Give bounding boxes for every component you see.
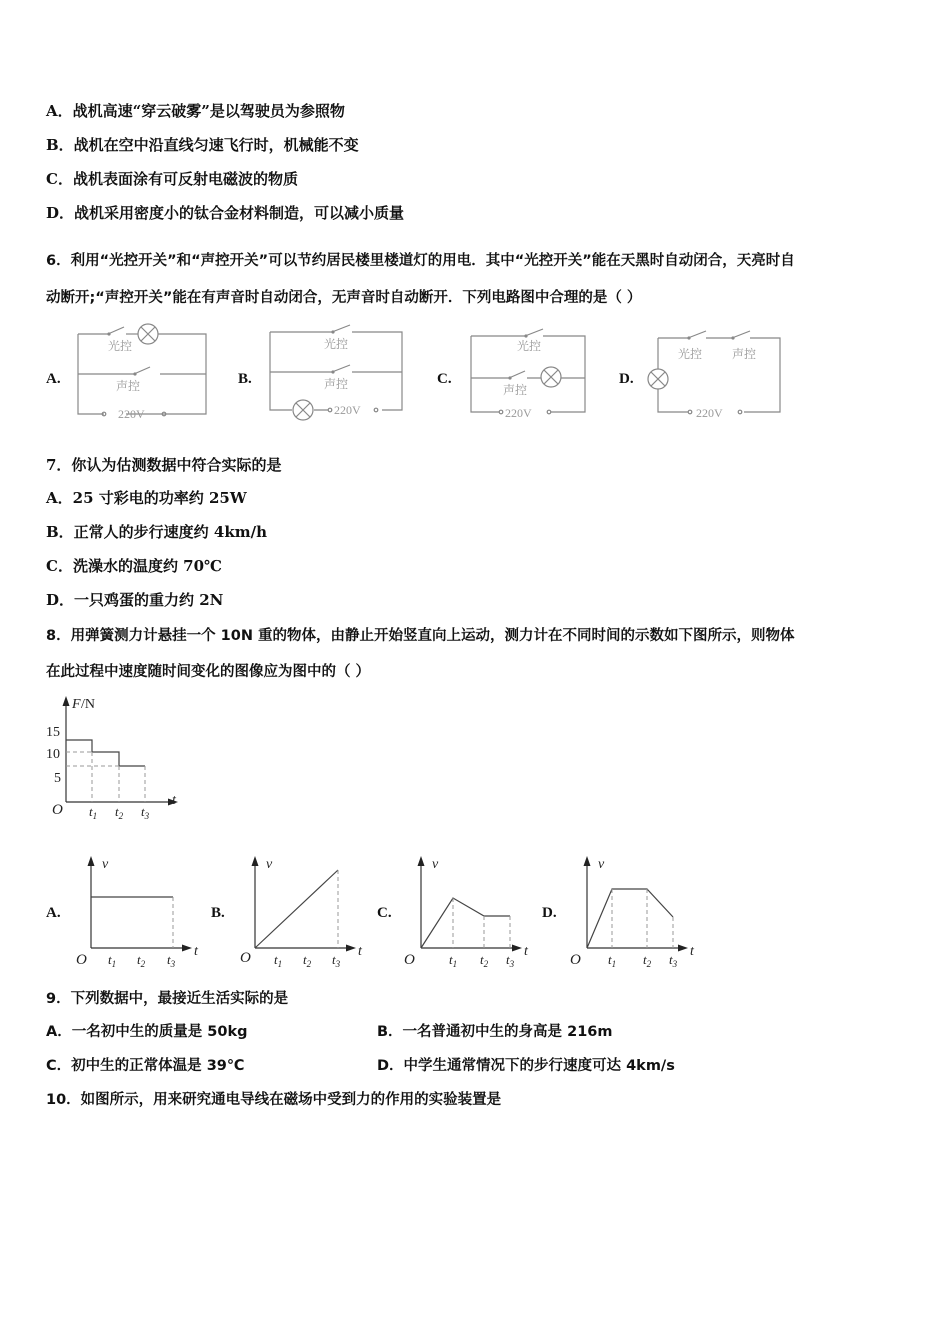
svg-text:t1: $t_1$ — [108, 952, 117, 969]
svg-text:220V: 220V — [505, 406, 532, 420]
switch-light-label: 光控 — [108, 339, 133, 353]
svg-text:t1: $t_1$ — [274, 952, 283, 969]
circuit-diagram-d — [648, 332, 784, 418]
svg-text:t: t — [690, 944, 694, 959]
svg-text:O: O — [240, 950, 251, 966]
svg-text:10: 10 — [46, 747, 60, 762]
q6-stem-line1: 6．利用“光控开关”和“声控开关”可以节约居民楼里楼道灯的用电．其中“光控开关”能在天黑时自动闭合，天亮时自 — [46, 253, 795, 269]
svg-text:v: v — [598, 857, 605, 872]
q8-option-c-label: C. — [377, 905, 392, 921]
svg-text:F: F — [72, 697, 81, 712]
svg-text:t: t — [524, 944, 528, 959]
q6-option-c-label: C. — [437, 371, 452, 387]
q7-option-c: C．洗澡水的温度约 70℃ — [46, 557, 223, 575]
svg-text:15: 15 — [46, 725, 60, 740]
svg-text:220V: 220V — [696, 406, 723, 420]
svg-text:O: O — [76, 952, 87, 968]
svg-text:O: O — [570, 952, 581, 968]
svg-text:t1: $t_1$ — [449, 952, 458, 969]
force-time-graph — [44, 692, 194, 822]
svg-text:t: t — [172, 793, 176, 808]
svg-text:t2: $t_2$ — [480, 952, 489, 969]
svg-text:t: t — [358, 944, 362, 959]
svg-text:220V: 220V — [334, 403, 361, 417]
circuit-diagram-b — [268, 322, 408, 418]
velocity-graph-a — [74, 852, 204, 974]
svg-text:t2: $t_2$ — [137, 952, 146, 969]
svg-text:t: t — [194, 944, 198, 959]
svg-text:声控: 声控 — [324, 377, 349, 391]
q7-option-b: B．正常人的步行速度约 4km/h — [46, 523, 267, 541]
q10-stem: 10．如图所示，用来研究通电导线在磁场中受到力的作用的实验装置是 — [46, 1092, 502, 1108]
svg-text:t3: $t_3$ — [669, 952, 678, 969]
svg-text:v: v — [102, 857, 109, 872]
velocity-graph-d — [570, 852, 700, 974]
q6-option-d-label: D. — [619, 371, 634, 387]
q8-stem-line1: 8．用弹簧测力计悬挂一个 10N 重的物体，由静止开始竖直向上运动，测力计在不同时间的示数如下图所示，则物体 — [46, 628, 795, 644]
svg-text:t2: $t_2$ — [643, 952, 652, 969]
q8-option-a-label: A. — [46, 905, 61, 921]
q9-option-a: A．一名初中生的质量是 50kg — [46, 1024, 248, 1040]
svg-text:声控: 声控 — [503, 383, 528, 397]
svg-text:t1: $t_1$ — [608, 952, 617, 969]
q8-option-d-label: D. — [542, 905, 557, 921]
q6-stem-line2: 动断开;“声控开关”能在有声音时自动闭合，无声音时自动断开．下列电路图中合理的是（ ） — [46, 290, 642, 306]
svg-text:t1: $t_1$ — [89, 804, 98, 821]
switch-sound-label: 声控 — [116, 379, 141, 393]
circuit-diagram-c — [469, 332, 589, 418]
svg-text:t3: $t_3$ — [167, 952, 176, 969]
voltage-label: 220V — [118, 407, 145, 421]
velocity-graph-c — [404, 852, 534, 974]
q6-option-a-label: A. — [46, 371, 61, 387]
svg-text:O: O — [52, 802, 63, 818]
q7-option-d: D．一只鸡蛋的重力约 2N — [46, 591, 224, 609]
svg-text:O: O — [404, 952, 415, 968]
velocity-graph-b — [238, 852, 368, 974]
svg-text:t3: $t_3$ — [141, 804, 150, 821]
svg-text:光控: 光控 — [517, 339, 542, 353]
svg-text:声控: 声控 — [732, 347, 757, 361]
svg-text:5: 5 — [54, 771, 61, 786]
svg-text:/N: /N — [81, 697, 95, 712]
q7-stem: 7．你认为估测数据中符合实际的是 — [46, 456, 282, 474]
q7-option-a: A．25 寸彩电的功率约 25W — [46, 489, 247, 507]
svg-text:v: v — [266, 857, 273, 872]
svg-text:t2: $t_2$ — [115, 804, 124, 821]
q5-option-b: B．战机在空中沿直线匀速飞行时，机械能不变 — [46, 136, 359, 154]
svg-text:t3: $t_3$ — [506, 952, 515, 969]
q9-option-c: C．初中生的正常体温是 39℃ — [46, 1058, 245, 1074]
q8-stem-line2: 在此过程中速度随时间变化的图像应为图中的（ ） — [46, 664, 371, 680]
svg-text:t3: $t_3$ — [332, 952, 341, 969]
svg-text:v: v — [432, 857, 439, 872]
q5-option-c: C．战机表面涂有可反射电磁波的物质 — [46, 170, 298, 188]
q6-option-b-label: B. — [238, 371, 252, 387]
svg-text:光控: 光控 — [324, 337, 349, 351]
q5-option-a: A．战机高速“穿云破雾”是以驾驶员为参照物 — [46, 102, 345, 120]
svg-text:光控: 光控 — [678, 347, 703, 361]
q9-option-b: B．一名普通初中生的身高是 216m — [377, 1024, 613, 1040]
q9-option-d: D．中学生通常情况下的步行速度可达 4km/s — [377, 1058, 675, 1074]
q8-option-b-label: B. — [211, 905, 225, 921]
circuit-diagram-a — [76, 322, 208, 421]
svg-text:t2: $t_2$ — [303, 952, 312, 969]
q5-option-d: D．战机采用密度小的钛合金材料制造，可以减小质量 — [46, 204, 405, 222]
q9-stem: 9．下列数据中，最接近生活实际的是 — [46, 991, 289, 1007]
